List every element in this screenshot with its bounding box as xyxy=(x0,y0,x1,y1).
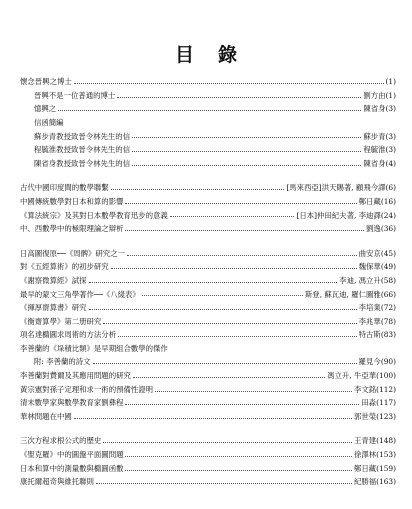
entry-page: (83) xyxy=(380,330,396,340)
leader-dots xyxy=(132,137,361,138)
entry-title: 日本和算中的測量數與橢圓函數 xyxy=(20,463,124,473)
entry-author: 曲安京 xyxy=(358,248,381,258)
toc-entry[interactable] xyxy=(20,445,396,459)
leader-dots xyxy=(111,189,285,190)
entry-author: 馮立升, 牛亞華 xyxy=(327,371,377,381)
entry-author: 特古斯 xyxy=(358,330,381,340)
entry-page: (58) xyxy=(380,275,396,285)
toc-entry[interactable] xyxy=(20,352,396,366)
toc-entry[interactable] xyxy=(20,458,396,472)
entry-author: 李兆華 xyxy=(358,316,381,326)
leader-dots xyxy=(89,309,357,310)
entry-title: 《揮厚齋算書》研究 xyxy=(20,303,87,313)
entry-author: 陳省身 xyxy=(363,158,386,168)
toc-entry[interactable] xyxy=(20,472,396,486)
entry-title: 陳省身教授致晉令林先生的信 xyxy=(34,158,131,168)
leader-dots xyxy=(125,456,351,457)
leader-dots xyxy=(125,203,356,204)
toc-section xyxy=(20,244,396,421)
entry-page: (36) xyxy=(380,224,396,234)
toc-entry[interactable] xyxy=(20,113,396,127)
entry-author: 羅見今 xyxy=(358,357,381,367)
toc-entry[interactable] xyxy=(20,99,396,113)
toc-entry[interactable] xyxy=(20,339,396,353)
entry-title: 《算法統宗》及其對日本數學教育迅步的意義 xyxy=(20,210,168,220)
entry-title: 項名達橢圓求周術的方法分析 xyxy=(20,330,117,340)
toc-entry[interactable] xyxy=(20,325,396,339)
entry-author: 李迪, 馮立升 xyxy=(339,275,381,285)
toc-section xyxy=(20,431,396,485)
entry-title: 《衡齋算學》第二册研究 xyxy=(20,316,102,326)
entry-title: 三次方程求根公式的歷史 xyxy=(20,436,102,446)
toc-entry[interactable] xyxy=(20,271,396,285)
leader-dots xyxy=(155,391,352,392)
entry-author: 紀勝福 xyxy=(353,477,377,487)
entry-author: 程毓淮 xyxy=(363,145,386,155)
entry-page: (4) xyxy=(385,158,396,168)
entry-page: (90) xyxy=(380,357,396,367)
toc-entry[interactable] xyxy=(20,298,396,312)
leader-dots xyxy=(132,151,361,152)
entry-title: 清末數學家與數學教育家劉彝程 xyxy=(20,398,124,408)
entry-title: 信函簡編 xyxy=(34,117,64,127)
entry-author: 李文銘 xyxy=(353,384,377,394)
entry-title: 蘇步青教授致晉令林先生的信 xyxy=(34,131,131,141)
entry-title: 中、西數學中的極限理論之辯析 xyxy=(20,224,124,234)
entry-author: 李培業 xyxy=(358,303,381,313)
entry-title: 《謝察微算經》試探 xyxy=(20,275,87,285)
entry-page: (148) xyxy=(376,436,396,446)
entry-page: (1) xyxy=(385,90,396,100)
entry-title: 中國傳統數學對日本和算的影響 xyxy=(20,196,124,206)
entry-title: 黃宗憲對孫子定理和求一術的預備性證明 xyxy=(20,384,154,394)
entry-author: 郭世榮 xyxy=(353,411,377,421)
leader-dots xyxy=(133,377,325,378)
toc-entry[interactable] xyxy=(20,205,396,219)
entry-title: 附: 李善蘭的詩文 xyxy=(34,357,91,367)
toc-entry[interactable] xyxy=(20,126,396,140)
toc-entry[interactable] xyxy=(20,407,396,421)
entry-title: 日高圖復原──《周髀》研究之一 xyxy=(20,248,125,258)
toc-entry[interactable] xyxy=(20,393,396,407)
entry-page: (159) xyxy=(376,463,396,473)
table-of-contents xyxy=(20,72,396,497)
entry-title: 程毓淮教授致晉令林先生的信 xyxy=(34,145,131,155)
toc-entry[interactable] xyxy=(20,379,396,393)
entry-page: (24) xyxy=(380,210,396,220)
leader-dots xyxy=(103,323,356,324)
toc-entry[interactable] xyxy=(20,178,396,192)
toc-entry[interactable] xyxy=(20,431,396,445)
toc-entry[interactable] xyxy=(20,244,396,258)
entry-title: 李善蘭的《垛積比類》是早期組合數學的傑作 xyxy=(20,343,168,353)
toc-entry[interactable] xyxy=(20,366,396,380)
leader-dots xyxy=(93,363,357,364)
entry-author: 魏保華 xyxy=(358,262,381,272)
entry-title: 最早的蒙文三角學著作──《八綫表》 xyxy=(20,289,140,299)
leader-dots xyxy=(132,165,361,166)
entry-title: 李善蘭對費爾及其應用問題的研究 xyxy=(20,371,131,381)
toc-entry[interactable] xyxy=(20,140,396,154)
toc-entry[interactable] xyxy=(20,257,396,271)
entry-page: (78) xyxy=(380,316,396,326)
entry-title: 懷念晉興之博士 xyxy=(20,77,72,87)
entry-author: 鄭日藏 xyxy=(358,196,381,206)
leader-dots xyxy=(96,483,352,484)
entry-page: (3) xyxy=(385,104,396,114)
entry-title: 《聖克羅》中的圓盤平面圖問題 xyxy=(20,450,124,460)
leader-dots xyxy=(74,418,352,419)
entry-page: (3) xyxy=(385,145,396,155)
entry-page: (3) xyxy=(385,131,396,141)
leader-dots xyxy=(58,110,361,111)
entry-page: (49) xyxy=(380,262,396,272)
toc-section xyxy=(20,72,396,167)
leader-dots xyxy=(118,336,357,337)
entry-author: 斯登, 蘇瓦迪, 羅仁圖雅 xyxy=(304,289,381,299)
entry-title: 晉興不是一位普通的博士 xyxy=(34,90,116,100)
entry-page: (100) xyxy=(376,371,396,381)
entry-author: [日本]仲田紀夫著, 李迪譯 xyxy=(296,210,381,220)
entry-page: (1) xyxy=(385,77,396,87)
toc-entry[interactable] xyxy=(20,192,396,206)
entry-page: (123) xyxy=(376,411,396,421)
entry-title: 康托爾超奇與維托聯則 xyxy=(20,477,94,487)
leader-dots xyxy=(74,83,384,84)
entry-page: (163) xyxy=(376,477,396,487)
toc-entry[interactable] xyxy=(20,284,396,298)
leader-dots xyxy=(111,268,357,269)
entry-title: 華林問題在中國 xyxy=(20,411,72,421)
entry-author: 蘇步青 xyxy=(363,131,386,141)
leader-dots xyxy=(127,255,357,256)
toc-entry[interactable] xyxy=(20,219,396,233)
entry-page: (6) xyxy=(385,183,396,193)
leader-dots xyxy=(170,216,295,217)
entry-page: (117) xyxy=(376,398,396,408)
leader-dots xyxy=(125,404,359,405)
entry-page: (16) xyxy=(380,196,396,206)
toc-entry[interactable] xyxy=(20,312,396,326)
toc-entry[interactable] xyxy=(20,72,396,86)
leader-dots xyxy=(117,97,361,98)
leader-dots xyxy=(142,295,303,296)
entry-author: 劉方由 xyxy=(363,90,386,100)
entry-author: 鄭日藏 xyxy=(353,463,377,473)
toc-section xyxy=(20,178,396,232)
entry-author: [馬來西亞]洪天賜著, 顧飛今譯 xyxy=(286,183,386,193)
entry-page: (112) xyxy=(376,384,396,394)
entry-page: (72) xyxy=(380,303,396,313)
entry-title: 古代中國印度間的數學聯繫 xyxy=(20,183,109,193)
entry-page: (153) xyxy=(376,450,396,460)
toc-entry[interactable] xyxy=(20,154,396,168)
entry-title: 對《五經算術》的初步研究 xyxy=(20,262,109,272)
entry-title: 憶興之 xyxy=(34,104,57,114)
page-title: 目錄 xyxy=(174,44,261,66)
toc-entry[interactable] xyxy=(20,86,396,100)
entry-author: 劉逸 xyxy=(366,224,381,234)
entry-page: (45) xyxy=(380,248,396,258)
leader-dots xyxy=(103,442,352,443)
entry-author: 王青建 xyxy=(353,436,377,446)
leader-dots xyxy=(125,230,364,231)
leader-dots xyxy=(125,470,351,471)
entry-author: 徐澤林 xyxy=(353,450,377,460)
entry-page: (66) xyxy=(380,289,396,299)
leader-dots xyxy=(89,282,338,283)
entry-author: 陳省身 xyxy=(363,104,386,114)
entry-author: 田淼 xyxy=(361,398,377,408)
